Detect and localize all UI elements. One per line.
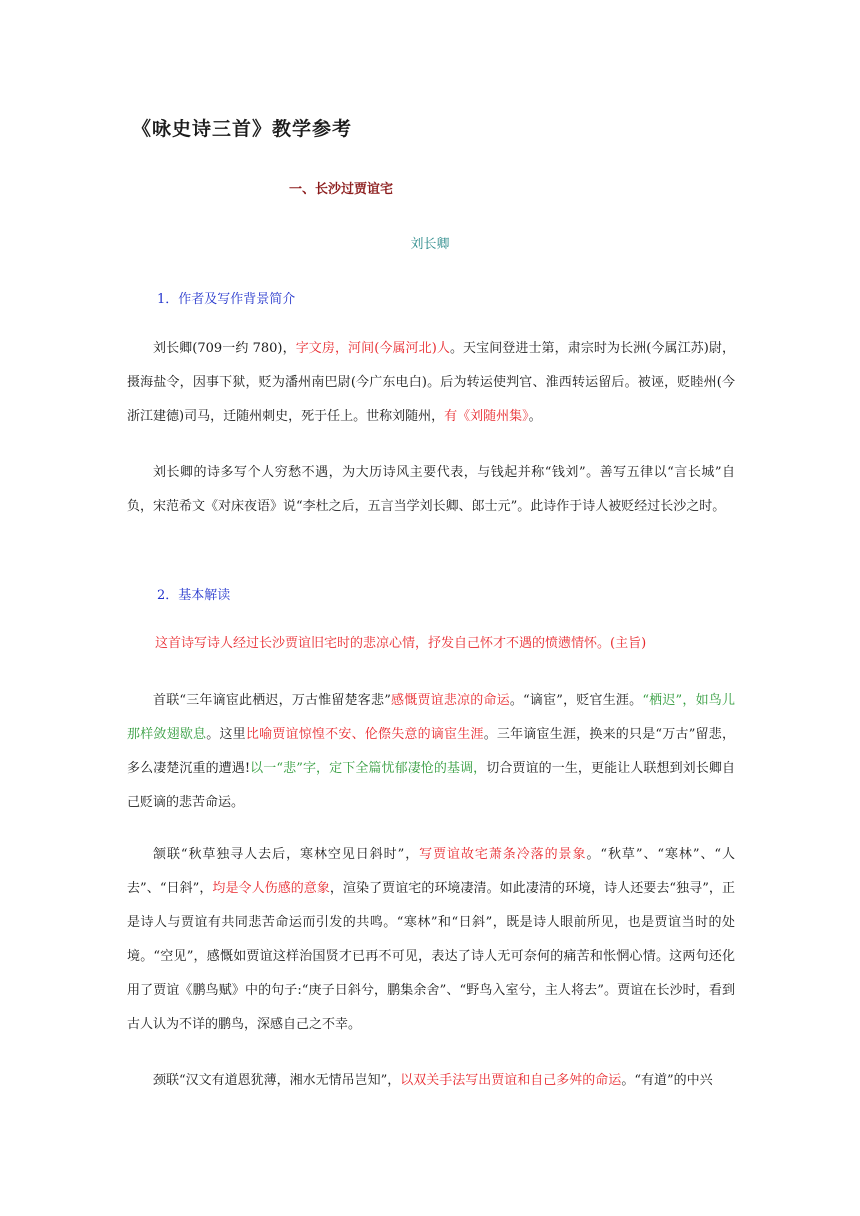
section-heading: 一、长沙过贾谊宅 <box>289 182 394 197</box>
text-run: 。“有道”的中兴 <box>621 1073 713 1088</box>
text-run: 。三年谪宦生涯，换来的只是“万古”留悲，多么凄楚沉重的遭遇! <box>127 727 735 776</box>
text-run: 刘长卿(709一约 780)， <box>153 341 296 356</box>
subheading-background: 1．作者及写作背景简介 <box>157 292 296 307</box>
text-run: 切合贾谊的一生，更能让人联想到刘长卿自己贬谪的悲苦命运。 <box>127 761 735 810</box>
text-run: 颈联“汉文有道恩犹薄，湘水无情吊岂知”， <box>153 1073 401 1088</box>
text-run: 刘长卿的诗多写个人穷愁不遇，为大历诗风主要代表，与钱起并称“钱刘”。善写五律以“言长城”自负，宋范希文《对床夜语》说“李杜之后，五言当学刘长卿、郎士元”。此诗作于诗人被贬经过长沙之时。 <box>127 465 735 514</box>
text-run: ，渲染了贾谊宅的环境凄清。如此凄清的环境，诗人还要去“独寻”，正是诗人与贾谊有共同悲苦命运而引发的共鸣。“寒林”和“日斜”，既是诗人眼前所见，也是贾谊当时的处境。“空见”，感慨如贾谊这样治国贤才已再不可见，表达了诗人无可奈何的痛苦和怅惘心情。这两句还化用了贾谊《鹏鸟赋》中的句子:“庚子日斜兮，鹏集余舍”、“野鸟入室兮，主人将去”。贾谊在长沙时，看到古人认为不详的鹏鸟，深感自己之不幸。 <box>127 881 735 1032</box>
paragraph-poetry-style <box>127 456 735 524</box>
highlight-red: 均是令人伤感的意象 <box>212 881 330 896</box>
highlight-red: 写贾谊故宅萧条冷落的景象 <box>419 847 587 862</box>
text-run: 。天宝间登进士第，肃宗时为长洲(今属江苏)尉，摄海盐令，因事下狱，贬为潘州南巴尉(今广东电白)。后为转运使判官、淮西转运留后。被诬，贬睦州(今浙江建德)司马，迁随州刺史，死于任上。世称刘随州， <box>127 341 735 424</box>
paragraph-first-couplet <box>127 684 735 820</box>
text-run: 。这里 <box>206 727 246 742</box>
paragraph-second-couplet <box>127 838 735 1042</box>
text-run: 首联“三年谪宦此栖迟，万古惟留楚客悲” <box>153 693 391 708</box>
page-title: 《咏史诗三首》教学参考 <box>132 118 353 140</box>
highlight-red: 以双关手法写出贾谊和自己多舛的命运 <box>400 1073 622 1088</box>
highlight-red: 有《刘随州集》 <box>444 409 529 424</box>
highlight-red: 字文房，河间(今属河北)人 <box>295 341 450 356</box>
author-name: 刘长卿 <box>410 237 450 252</box>
highlight-green: 以一“悲”字，定下全篇忧郁凄怆的基调， <box>250 761 487 776</box>
theme-statement: 这首诗写诗人经过长沙贾谊旧宅时的悲凉心情，抒发自己怀才不遇的愤懑情怀。(主旨) <box>155 636 647 651</box>
text-run: 。 <box>528 409 542 424</box>
text-run: 颔联“秋草独寻人去后，寒林空见日斜时”， <box>153 847 420 862</box>
paragraph-third-couplet <box>127 1064 735 1098</box>
highlight-red: 比喻贾谊惊惶不安、伦傺失意的谪宦生涯 <box>245 727 484 742</box>
highlight-green: “栖迟”，如鸟儿那样敛翅歇息 <box>127 693 735 742</box>
subheading-interpretation: 2．基本解读 <box>157 588 231 603</box>
text-run: 。“谪宦”，贬官生涯。 <box>509 693 643 708</box>
text-run: 。“秋草”、“寒林”、“人去”、“日斜”， <box>127 847 735 896</box>
highlight-red: 感慨贾谊悲凉的命运 <box>390 693 510 708</box>
paragraph-author-intro <box>127 332 735 434</box>
